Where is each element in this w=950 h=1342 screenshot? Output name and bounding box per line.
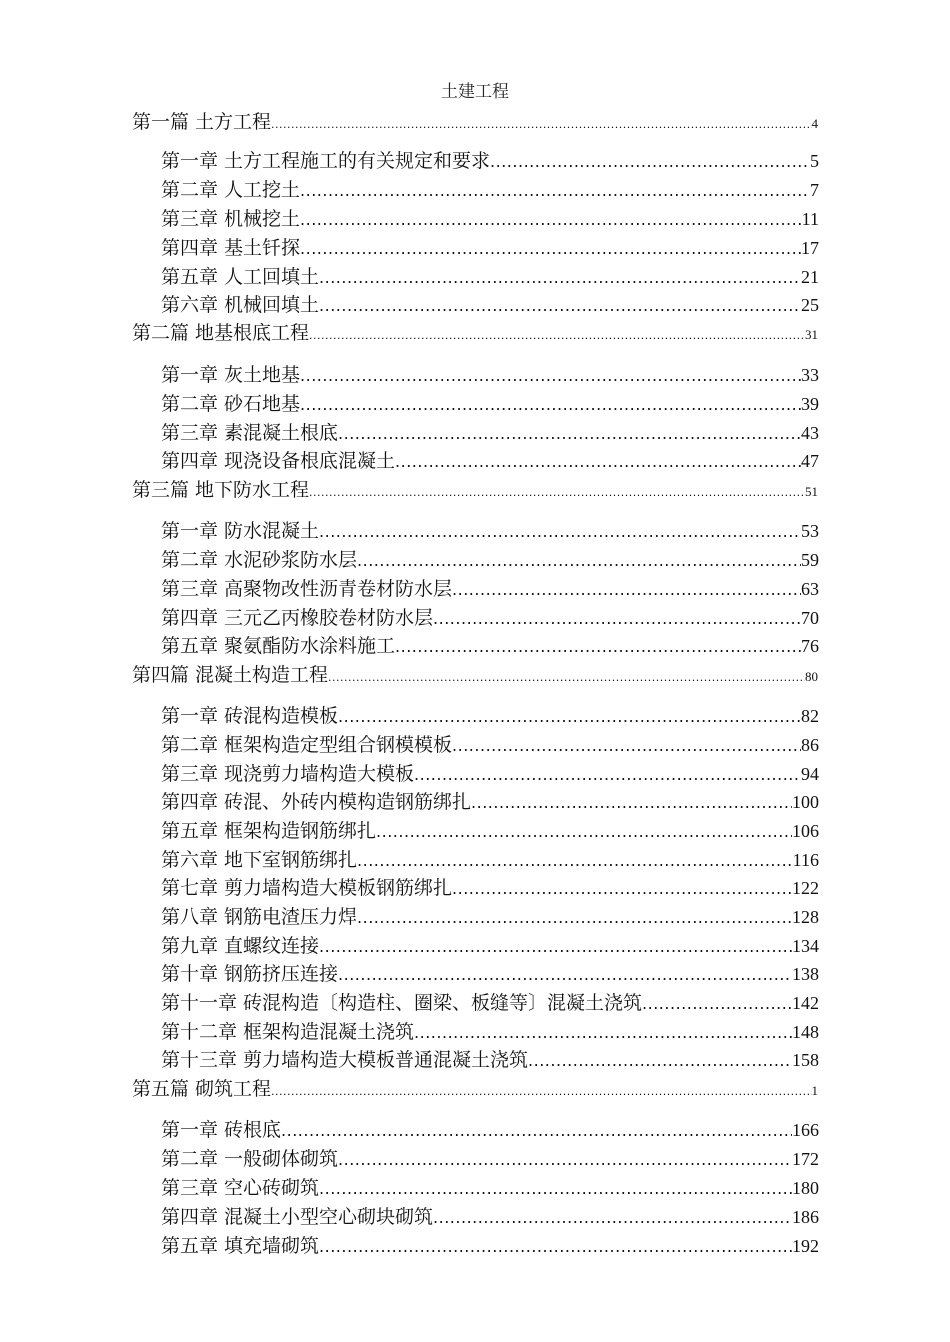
toc-page-number: 106 [792,821,819,841]
toc-page-number: 186 [792,1207,819,1227]
toc-page-number: 192 [792,1236,819,1256]
toc-entry-label: 第四篇 混凝土构造工程 [132,664,329,686]
toc-entry-label: 第三篇 地下防水工程 [132,479,310,501]
toc-chapter-entry[interactable] [161,1115,819,1142]
toc-dot-leader [357,908,792,927]
toc-page-number: 158 [792,1050,819,1070]
toc-part-entry[interactable] [132,660,818,687]
toc-dot-leader [319,1179,792,1198]
toc-part-entry[interactable] [132,107,818,134]
toc-chapter-entry[interactable] [161,204,819,231]
toc-entry-label: 第六章 机械回填土 [161,294,320,316]
toc-page-number: 76 [801,636,819,656]
toc-page-number: 21 [801,267,819,287]
toc-entry-label: 第二章 一般砌体砌筑 [161,1148,339,1170]
toc-dot-leader [452,580,801,599]
toc-dot-leader [300,239,801,258]
toc-dot-leader [271,1085,811,1098]
toc-entry-label: 第二章 水泥砂浆防水层 [161,549,358,571]
toc-entry-label: 第九章 直螺纹连接 [161,935,320,957]
toc-page-number: 4 [811,116,818,131]
toc-page-number: 70 [801,608,819,628]
toc-page-number: 172 [792,1149,819,1169]
toc-chapter-entry[interactable] [161,1202,819,1229]
toc-entry-label: 第四章 砖混、外砖内模构造钢筋绑扎 [161,791,472,813]
toc-chapter-entry[interactable] [161,389,819,416]
toc-part-entry[interactable] [132,1074,818,1101]
toc-entry-label: 第八章 钢筋电渣压力焊 [161,906,358,928]
toc-chapter-entry[interactable] [161,1017,819,1044]
toc-page-number: 43 [801,423,819,443]
toc-part-entry[interactable] [132,318,818,345]
toc-dot-leader [395,452,801,471]
toc-chapter-entry[interactable] [161,701,819,728]
toc-page-number: 138 [792,964,819,984]
toc-dot-leader [642,994,792,1013]
toc-chapter-entry[interactable] [161,262,819,289]
toc-dot-leader [319,268,801,287]
toc-page-number: 128 [792,907,819,927]
toc-dot-leader [300,395,801,414]
toc-chapter-entry[interactable] [161,959,819,986]
toc-page-number: 1 [811,1083,818,1098]
toc-chapter-entry[interactable] [161,845,819,872]
toc-dot-leader [309,486,805,499]
toc-entry-label: 第五章 聚氨酯防水涂料施工 [161,635,396,657]
toc-page-number: 94 [801,764,819,784]
toc-dot-leader [338,424,801,443]
toc-chapter-entry[interactable] [161,1045,819,1072]
toc-chapter-entry[interactable] [161,931,819,958]
toc-page-number: 142 [792,993,819,1013]
toc-dot-leader [309,329,805,342]
toc-chapter-entry[interactable] [161,603,819,630]
toc-entry-label: 第四章 混凝土小型空心砌块砌筑 [161,1206,434,1228]
toc-dot-leader [528,1051,792,1070]
toc-dot-leader [300,181,810,200]
toc-entry-label: 第四章 基土钎探 [161,237,301,259]
toc-entry-label: 第十章 钢筋挤压连接 [161,963,339,985]
toc-page-number: 148 [792,1022,819,1042]
toc-entry-label: 第二篇 地基根底工程 [132,322,310,344]
toc-chapter-entry[interactable] [161,1231,819,1258]
toc-page-number: 166 [792,1120,819,1140]
toc-dot-leader [281,1121,792,1140]
toc-entry-label: 第三章 高聚物改性沥青卷材防水层 [161,578,453,600]
toc-chapter-entry[interactable] [161,290,819,317]
toc-entry-label: 第五章 人工回填土 [161,266,320,288]
toc-entry-label: 第十三章 剪力墙构造大模板普通混凝土浇筑 [161,1049,529,1071]
toc-page-number: 51 [805,484,818,499]
toc-chapter-entry[interactable] [161,446,819,473]
toc-chapter-entry[interactable] [161,787,819,814]
toc-chapter-entry[interactable] [161,759,819,786]
toc-page-number: 47 [801,451,819,471]
toc-chapter-entry[interactable] [161,1144,819,1171]
toc-entry-label: 第一篇 土方工程 [132,111,272,133]
toc-dot-leader [328,671,805,684]
toc-chapter-entry[interactable] [161,360,819,387]
toc-chapter-entry[interactable] [161,233,819,260]
toc-dot-leader [433,609,801,628]
toc-chapter-entry[interactable] [161,988,819,1015]
toc-entry-label: 第二章 砂石地基 [161,393,301,415]
toc-page-number: 25 [801,295,819,315]
toc-page-number: 5 [810,151,819,171]
toc-entry-label: 第五篇 砌筑工程 [132,1078,272,1100]
toc-entry-label: 第一章 灰土地基 [161,364,301,386]
toc-chapter-entry[interactable] [161,631,819,658]
toc-chapter-entry[interactable] [161,146,819,173]
toc-chapter-entry[interactable] [161,902,819,929]
toc-entry-label: 第四章 三元乙丙橡胶卷材防水层 [161,607,434,629]
toc-page-number: 11 [801,209,819,229]
toc-page-number: 134 [792,936,819,956]
toc-entry-label: 第七章 剪力墙构造大模板钢筋绑扎 [161,877,453,899]
toc-entry-label: 第三章 现浇剪力墙构造大模板 [161,763,415,785]
toc-entry-label: 第十二章 框架构造混凝土浇筑 [161,1021,415,1043]
toc-page-number: 63 [801,579,819,599]
toc-dot-leader [338,1150,792,1169]
toc-chapter-entry[interactable] [161,1173,819,1200]
toc-dot-leader [414,1023,792,1042]
toc-entry-label: 第三章 素混凝土根底 [161,422,339,444]
toc-entry-label: 第十一章 砖混构造〔构造柱、圈梁、板缝等〕混凝土浇筑 [161,992,643,1014]
toc-dot-leader [319,296,801,315]
toc-dot-leader [357,851,793,870]
toc-entry-label: 第一章 防水混凝土 [161,520,320,542]
toc-dot-leader [338,707,801,726]
toc-dot-leader [414,765,801,784]
document-title: 土建工程 [441,82,509,102]
toc-page-number: 82 [801,706,819,726]
toc-page-number: 39 [801,394,819,414]
toc-entry-label: 第三章 机械挖土 [161,208,301,230]
toc-dot-leader [490,152,810,171]
toc-dot-leader [452,736,801,755]
toc-entry-label: 第五章 框架构造钢筋绑扎 [161,820,377,842]
toc-page-number: 33 [801,365,819,385]
toc-dot-leader [471,793,792,812]
toc-chapter-entry[interactable] [161,545,819,572]
toc-dot-leader [376,822,792,841]
toc-dot-leader [300,366,801,385]
toc-entry-label: 第一章 土方工程施工的有关规定和要求 [161,150,491,172]
toc-chapter-entry[interactable] [161,574,819,601]
toc-dot-leader [319,1237,792,1256]
toc-chapter-entry[interactable] [161,816,819,843]
toc-entry-label: 第六章 地下室钢筋绑扎 [161,849,358,871]
toc-page-number: 17 [801,238,819,258]
toc-chapter-entry[interactable] [161,516,819,543]
toc-chapter-entry[interactable] [161,175,819,202]
toc-dot-leader [357,551,801,570]
toc-entry-label: 第五章 填充墙砌筑 [161,1235,320,1257]
toc-dot-leader [271,118,811,131]
toc-page-number: 59 [801,550,819,570]
toc-dot-leader [433,1208,792,1227]
toc-page-number: 31 [805,327,818,342]
toc-entry-label: 第一章 砖根底 [161,1119,282,1141]
toc-entry-label: 第一章 砖混构造模板 [161,705,339,727]
toc-dot-leader [338,965,792,984]
toc-entry-label: 第二章 框架构造定型组合钢模模板 [161,734,453,756]
toc-entry-label: 第四章 现浇设备根底混凝土 [161,450,396,472]
toc-entry-label: 第二章 人工挖土 [161,179,301,201]
toc-page-number: 86 [801,735,819,755]
toc-page-number: 7 [810,180,819,200]
toc-chapter-entry[interactable] [161,873,819,900]
toc-page-number: 100 [792,792,819,812]
toc-dot-leader [395,637,801,656]
toc-chapter-entry[interactable] [161,730,819,757]
toc-page-number: 122 [792,878,819,898]
toc-page-number: 180 [792,1178,819,1198]
toc-page-number: 116 [792,850,819,870]
toc-dot-leader [452,879,792,898]
toc-page-number: 53 [801,521,819,541]
toc-dot-leader [319,522,801,541]
toc-part-entry[interactable] [132,475,818,502]
toc-chapter-entry[interactable] [161,418,819,445]
toc-page-number: 80 [805,669,818,684]
toc-entry-label: 第三章 空心砖砌筑 [161,1177,320,1199]
toc-dot-leader [319,937,792,956]
toc-dot-leader [300,210,802,229]
